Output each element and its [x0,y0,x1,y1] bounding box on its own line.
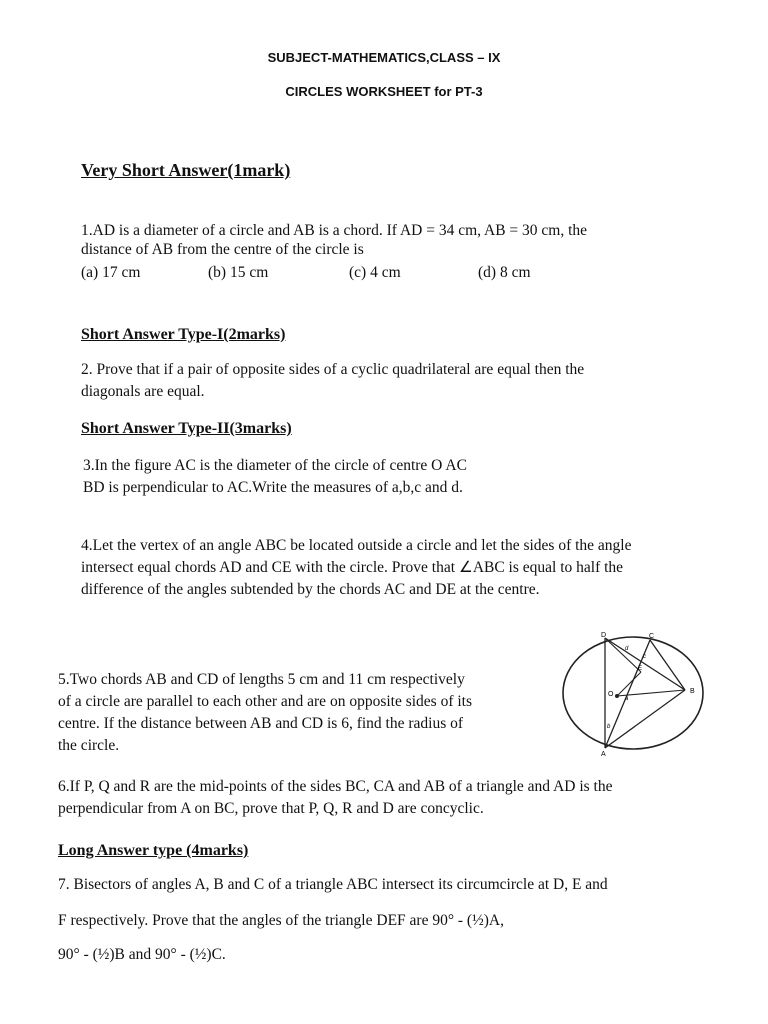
question-6-line-2: perpendicular from A on BC, prove that P, Q, R and D are concyclic. [58,800,484,817]
question-1-option-b: (b) 15 cm [208,264,269,281]
label-d: D [601,632,607,639]
label-b: B [690,688,695,695]
question-2 [81,359,584,403]
chord-cb [650,640,685,690]
question-7-line-1: 7. Bisectors of angles A, B and C of a triangle ABC intersect its circumcircle at D, E and [58,876,608,893]
question-4-line-1: 4.Let the vertex of an angle ABC be located outside a circle and let the sides of the angle [81,537,632,554]
label-o: O [608,691,614,698]
label-angle-a: a [625,696,629,702]
question-1-option-d: (d) 8 cm [478,264,531,281]
question-4-line-3: difference of the angles subtended by the chords AC and DE at the centre. [81,581,540,598]
question-3-line-1: 3.In the figure AC is the diameter of the circle of centre O AC [83,457,467,474]
question-6 [58,776,613,820]
label-e: E [638,666,643,672]
section-very-short: Very Short Answer(1mark) [81,160,291,180]
worksheet-subject: SUBJECT-MATHEMATICS,CLASS – IX [267,50,501,65]
segment-oe [617,672,641,696]
question-1 [81,220,587,261]
question-7-line-2: F respectively. Prove that the angles of the triangle DEF are 90° - (½)A, [58,912,504,929]
worksheet-title: CIRCLES WORKSHEET for PT-3 [285,84,483,99]
label-c: C [649,633,655,640]
question-5-line-2: of a circle are parallel to each other and are on opposite sides of its [58,693,473,710]
question-1-option-c: (c) 4 cm [349,264,401,281]
question-3 [83,455,467,499]
question-5-line-4: the circle. [58,737,120,754]
chord-db [605,638,685,690]
circle-outline [563,637,703,749]
question-7-line-3: 90° - (½)B and 90° - (½)C. [58,946,226,963]
question-4-line-2: intersect equal chords AD and CE with the circle. Prove that ∠ABC is equal to half the [81,559,624,576]
question-4 [81,535,632,601]
segment-de [605,638,641,672]
label-a: A [601,751,606,758]
centre-point [615,694,619,698]
section-long-answer: Long Answer type (4marks) [58,842,249,859]
section-short-answer-1: Short Answer Type-I(2marks) [81,326,286,343]
question-5 [58,669,472,757]
question-1-line-2: distance of AB from the centre of the circle is [81,241,364,258]
question-2-line-2: diagonals are equal. [81,383,205,400]
question-3-line-2: BD is perpendicular to AC.Write the measures of a,b,c and d. [83,479,463,496]
question-1-option-a: (a) 17 cm [81,264,141,281]
question-1-line-1: 1.AD is a diameter of a circle and AB is a chord. If AD = 34 cm, AB = 30 cm, the [81,222,588,239]
label-angle-d: d [625,646,629,652]
section-short-answer-2: Short Answer Type-II(3marks) [81,420,292,437]
question-5-line-1: 5.Two chords AB and CD of lengths 5 cm and 11 cm respectively [58,671,465,688]
question-6-line-1: 6.If P, Q and R are the mid-points of the sides BC, CA and AB of a triangle and AD is the [58,778,613,795]
question-2-line-1: 2. Prove that if a pair of opposite sides of a cyclic quadrilateral are equal then the [81,361,585,378]
label-angle-b: b [607,724,611,730]
circle-figure [555,628,715,758]
label-angle-c: c [643,654,646,660]
question-5-line-3: centre. If the distance between AB and CD is 6, find the radius of [58,715,464,732]
